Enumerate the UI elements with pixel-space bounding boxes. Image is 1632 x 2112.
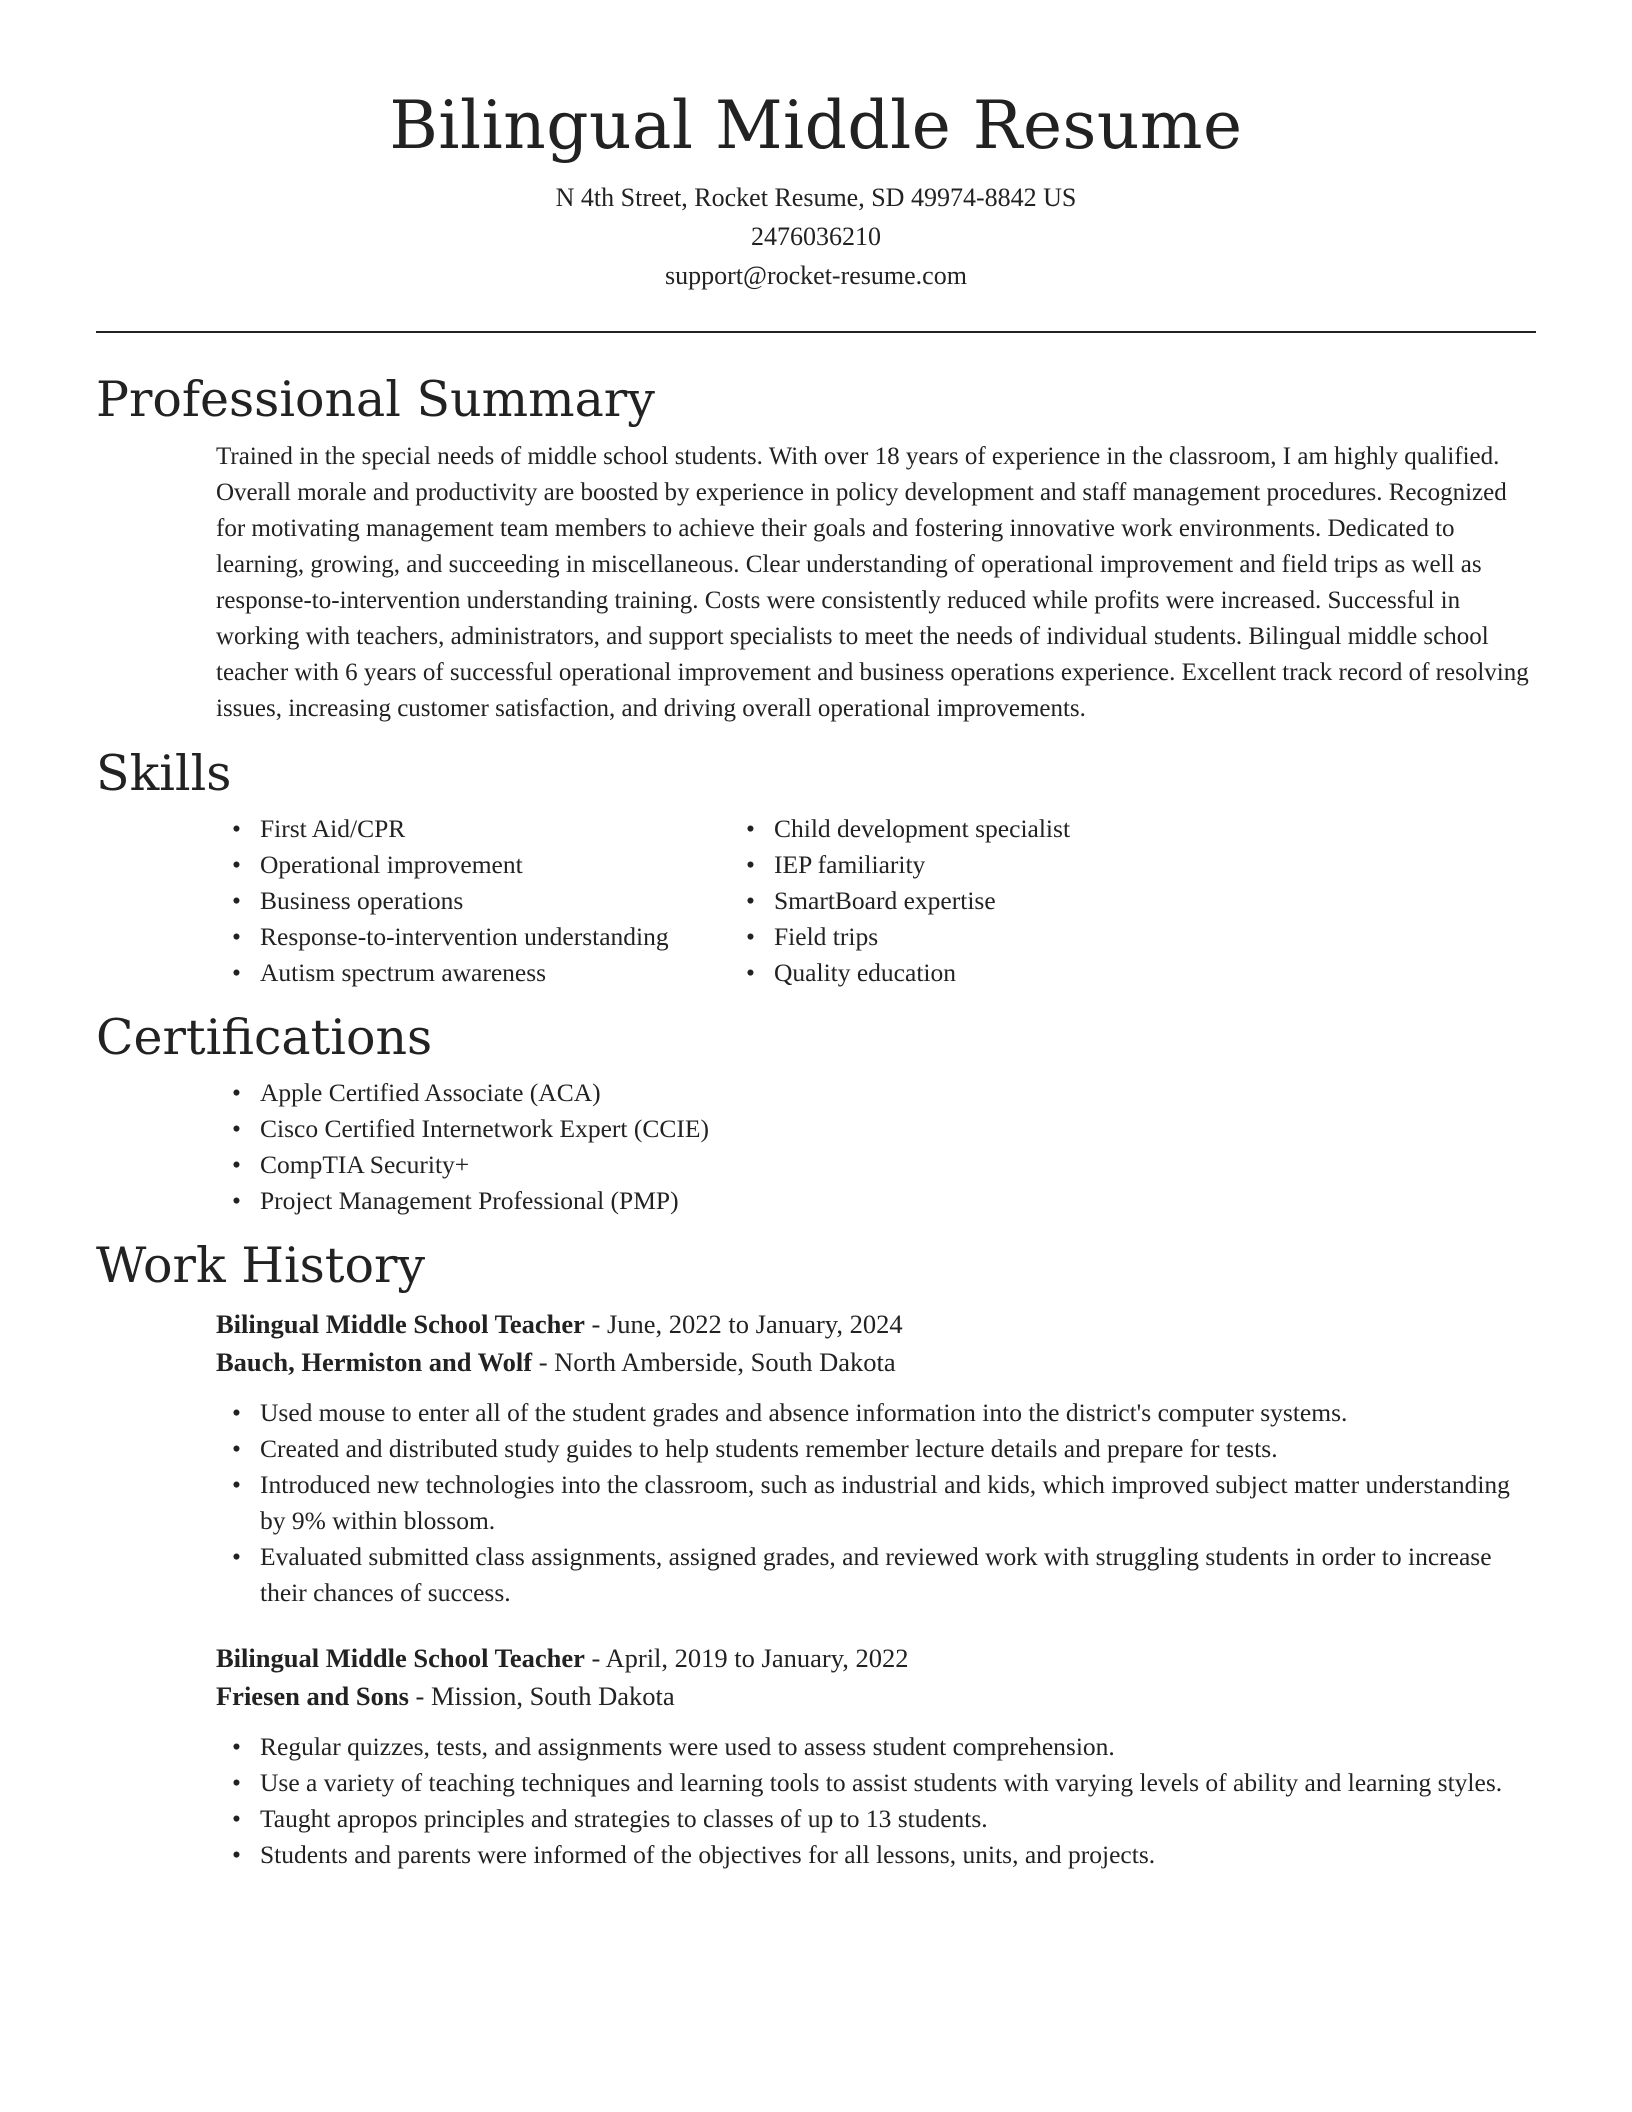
separator: -	[584, 1309, 607, 1339]
list-item: • Apple Certified Associate (ACA)	[260, 1075, 1536, 1111]
job-title: Bilingual Middle School Teacher	[216, 1309, 585, 1339]
skills-list-right	[746, 811, 1246, 991]
job-title-line	[216, 1305, 1536, 1343]
job-location: North Amberside, South Dakota	[554, 1347, 896, 1377]
separator: -	[532, 1347, 555, 1377]
list-item: • Autism spectrum awareness	[260, 955, 746, 991]
header-divider	[96, 331, 1536, 333]
job-dates: June, 2022 to January, 2024	[606, 1309, 903, 1339]
contact-block	[96, 178, 1536, 295]
list-item: • Students and parents were informed of the objectives for all lessons, units, and projects.	[260, 1837, 1536, 1873]
list-item: • Use a variety of teaching techniques and learning tools to assist students with varying levels of ability and learning styles.	[260, 1765, 1536, 1801]
list-item: • Project Management Professional (PMP)	[260, 1183, 1536, 1219]
list-item: • Regular quizzes, tests, and assignments were used to assess student comprehension.	[260, 1729, 1536, 1765]
resume-header	[96, 0, 1536, 295]
skills-column-left	[96, 811, 746, 991]
section-heading-certifications: Certifications	[96, 1009, 433, 1066]
list-item: • Business operations	[260, 883, 746, 919]
professional-summary-section	[96, 369, 1536, 727]
job-company: Friesen and Sons	[216, 1681, 409, 1711]
list-item: • Operational improvement	[260, 847, 746, 883]
section-heading-summary: Professional Summary	[96, 371, 655, 428]
resume-title: Bilingual Middle Resume	[389, 87, 1243, 164]
job-company-line	[216, 1343, 1536, 1381]
list-item: • Used mouse to enter all of the student grades and absence information into the district's computer systems.	[260, 1395, 1536, 1431]
list-item: • First Aid/CPR	[260, 811, 746, 847]
job-entry	[216, 1305, 1536, 1611]
certifications-list	[96, 1075, 1536, 1219]
separator: -	[584, 1643, 606, 1673]
job-entry	[216, 1639, 1536, 1873]
job-dates: April, 2019 to January, 2022	[605, 1643, 909, 1673]
list-item: • Created and distributed study guides to help students remember lecture details and prepare for tests.	[260, 1431, 1536, 1467]
skills-section	[96, 743, 1536, 991]
list-item: • Quality education	[774, 955, 1246, 991]
list-item: • Taught apropos principles and strategies to classes of up to 13 students.	[260, 1801, 1536, 1837]
skills-grid	[96, 811, 1536, 991]
list-item: • Response-to-intervention understanding	[260, 919, 746, 955]
job-company: Bauch, Hermiston and Wolf	[216, 1347, 533, 1377]
job-title-line	[216, 1639, 1536, 1677]
list-item: • Introduced new technologies into the classroom, such as industrial and kids, which improved subject matter understanding by 9% within blossom.	[260, 1467, 1536, 1539]
phone-text: 2476036210	[751, 222, 881, 251]
list-item: • IEP familiarity	[774, 847, 1246, 883]
list-item: • Cisco Certified Internetwork Expert (CCIE)	[260, 1111, 1536, 1147]
list-item: • Field trips	[774, 919, 1246, 955]
separator: -	[408, 1681, 431, 1711]
job-bullets	[216, 1729, 1536, 1873]
list-item: • SmartBoard expertise	[774, 883, 1246, 919]
section-heading-skills: Skills	[96, 745, 232, 802]
job-company-line	[216, 1677, 1536, 1715]
job-title: Bilingual Middle School Teacher	[216, 1643, 585, 1673]
summary-paragraph: Trained in the special needs of middle school students. With over 18 years of experience in the classroom, I am highly qualified. Overall morale and productivity are boosted by experience in policy development and staff management procedures. Recognized for motivating management team members to achieve their goals and fostering innovative work environments. Dedicated to learning, growing, and succeeding in miscellaneous. Clear understanding of operational improvement and field trips as well as response-to-intervention understanding training. Costs were consistently reduced while profits were increased. Successful in working with teachers, administrators, and support specialists to meet the needs of individual students. Bilingual middle school teacher with 6 years of successful operational improvement and business operations experience. Excellent track record of resolving issues, increasing customer satisfaction, and driving overall operational improvements.	[216, 443, 1529, 722]
list-item: • Evaluated submitted class assignments, assigned grades, and reviewed work with struggling students in order to increase their chances of success.	[260, 1539, 1536, 1611]
job-location: Mission, South Dakota	[430, 1681, 675, 1711]
address-text: N 4th Street, Rocket Resume, SD 49974-8842 US	[555, 183, 1077, 212]
certifications-section	[96, 1007, 1536, 1219]
section-heading-work-history: Work History	[96, 1237, 426, 1294]
list-item: • Child development specialist	[774, 811, 1246, 847]
job-bullets	[216, 1395, 1536, 1611]
skills-list-left	[96, 811, 746, 991]
list-item: • CompTIA Security+	[260, 1147, 1536, 1183]
email-text: support@rocket-resume.com	[665, 261, 967, 290]
skills-column-right	[746, 811, 1246, 991]
work-history-section	[96, 1235, 1536, 1873]
